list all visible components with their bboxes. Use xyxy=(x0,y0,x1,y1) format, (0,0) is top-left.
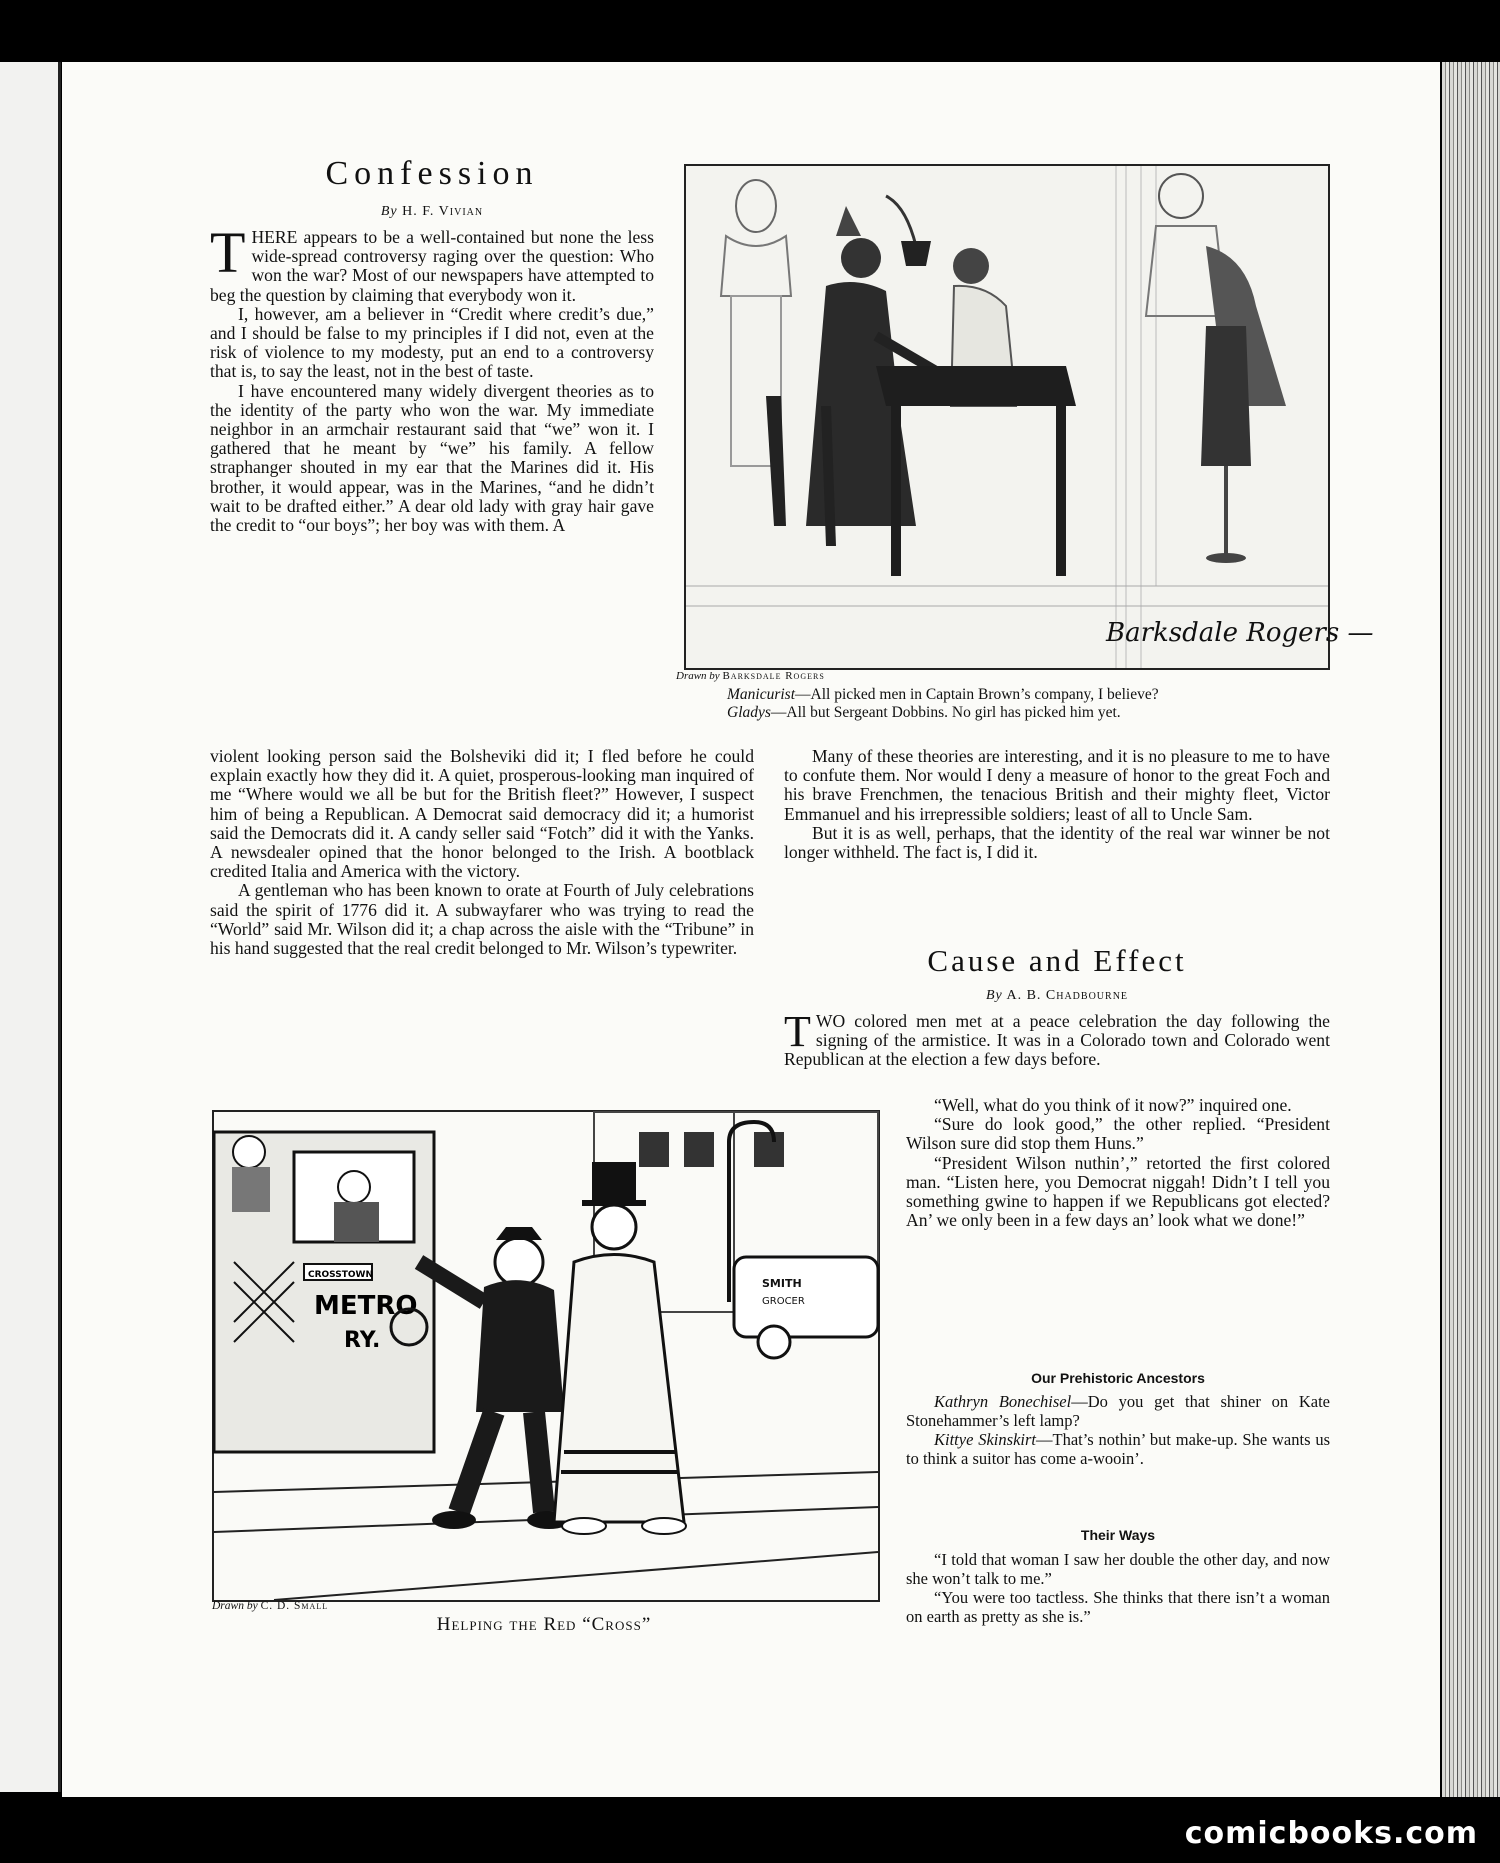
cartoon-caption: Helping the Red “Cross” xyxy=(436,1614,652,1635)
metro-sign: METRO xyxy=(314,1291,418,1321)
drop-cap: T xyxy=(210,220,246,285)
illustration1-credit: Drawn by Barksdale Rogers xyxy=(676,670,825,682)
prehistoric-ancestors-text xyxy=(906,1392,1330,1468)
paragraph: “Well, what do you think of it now?” inquired one. xyxy=(934,1095,1292,1115)
byline-prefix: By xyxy=(380,204,398,219)
paragraph: “President Wilson nuthin’,” retorted the first colored man. “Listen here, you Democrat niggah! Didn’t I tell you something gwine to happen if we Republicans got elected? An’ we only been in a few days an’ look what we done!” xyxy=(906,1152,1330,1231)
paragraph: violent looking person said the Bolsheviki did it; I fled before he could explain exactly how they did it. A quiet, prosperous-looking man inquired of me “Where would we all be but for the British fleet?” However, I suspect him of being a Republican. A Democrat said democracy did it; a humorist said the Democrats did it. A candy seller said “Fotch” did it with the Yanks. A newsdealer opined that the honor belonged to the Irish. A bootblack credited Italia and America with the victory. xyxy=(210,746,754,882)
cause-effect-dialogue xyxy=(906,1096,1330,1230)
cartoon-drawing xyxy=(214,1112,878,1600)
paragraph: “I told that woman I saw her double the other day, and now she won’t talk to me.” xyxy=(906,1550,1330,1588)
their-ways-heading: Their Ways xyxy=(1080,1527,1156,1543)
illustration2-credit: Drawn by C. D. Small xyxy=(212,1600,329,1612)
red-cross-cartoon xyxy=(212,1110,880,1602)
site-watermark: comicbooks.com xyxy=(1184,1816,1478,1851)
cause-effect-title: Cause and Effect xyxy=(927,943,1187,978)
byline-author: H. F. Vivian xyxy=(402,204,484,219)
confession-title: Confession xyxy=(325,155,539,192)
confession-column-top xyxy=(210,220,654,536)
caption-line: Gladys—All but Sergeant Dobbins. No girl has picked him yet. xyxy=(727,704,1121,721)
book-page-edges xyxy=(1442,62,1500,1797)
grocer-sign: GROCER xyxy=(762,1296,805,1307)
drop-cap: T xyxy=(784,1007,811,1056)
paragraph: I, however, am a believer in “Credit where credit’s due,” and I should be false to my principles if I did not, even at the risk of violence to my modesty, put an end to a controversy that is, to say the least, not in the best of taste. xyxy=(210,303,654,382)
crosstown-sign: CROSSTOWN xyxy=(308,1270,373,1280)
paragraph: “Sure do look good,” the other replied. “President Wilson sure did stop them Huns.” xyxy=(906,1114,1330,1154)
paragraph: “You were too tactless. She thinks that there isn’t a woman on earth as pretty as she is.” xyxy=(906,1588,1330,1626)
manicurist-illustration xyxy=(684,164,1374,670)
their-ways-text xyxy=(906,1550,1330,1626)
paragraph: A gentleman who has been known to orate at Fourth of July celebrations said the spirit of 1776 did it. A subwayfarer who was trying to read the “World” said Mr. Wilson did it; a chap across the aisle with the “Tribune” in his hand suggested that the real credit belonged to Mr. Wilson’s typewriter. xyxy=(210,880,754,959)
confession-continuation xyxy=(784,747,1330,862)
smith-sign: SMITH xyxy=(762,1277,802,1290)
paragraph: TWO colored men met at a peace celebration the day following the signing of the armistice. It was in a Colorado town and Colorado went Republican at the election a few days before. xyxy=(784,1007,1330,1070)
ry-sign: RY. xyxy=(344,1328,381,1353)
cause-effect-byline: By A. B. Chadbourne xyxy=(985,988,1129,1003)
paragraph: Kathryn Bonechisel—Do you get that shiner on Kate Stonehammer’s left lamp? xyxy=(906,1392,1330,1430)
paragraph: I have encountered many widely divergent theories as to the identity of the party who won the war. My immediate neighbor in an armchair restaurant said that “we” won it. I gathered that he meant by “we” his family. A fellow straphanger shouted in my ear that the Marines did it. His brother, it would appear, was in the Marines, “and he didn’t wait to be drafted either.” A dear old lady with gray hair gave the credit to “our boys”; her boy was with them. A xyxy=(210,380,654,536)
caption-line: Manicurist—All picked men in Captain Brown’s company, I believe? xyxy=(727,686,1159,703)
artist-signature: Barksdale Rogers — xyxy=(1106,618,1374,648)
prehistoric-ancestors-heading: Our Prehistoric Ancestors xyxy=(1031,1370,1205,1386)
manicurist-drawing xyxy=(686,166,1374,668)
paragraph: But it is as well, perhaps, that the identity of the real war winner be not longer withheld. The fact is, I did it. xyxy=(784,822,1330,863)
previous-page-edge xyxy=(0,62,61,1792)
illustration1-caption xyxy=(727,686,1327,722)
paragraph: Many of these theories are interesting, and it is no pleasure to me to have to confute them. Nor would I deny a measure of honor to the great Foch and his brave Frenchmen, the tenacious British and their mighty fleet, Victor Emmanuel and his irrepressible soldiers; least of all to Uncle Sam. xyxy=(784,746,1330,824)
cause-effect-intro xyxy=(784,1007,1330,1070)
paragraph: THERE appears to be a well-contained but none the less wide-spread controversy raging over the question: Who won the war? Most of our newspapers have attempted to beg the question by claiming that everybody won it. xyxy=(210,220,654,305)
confession-byline xyxy=(212,204,652,220)
paragraph: Kittye Skinskirt—That’s nothin’ but make-up. She wants us to think a suitor has come a-wooin’. xyxy=(906,1430,1330,1468)
confession-column-bottom xyxy=(210,747,754,958)
